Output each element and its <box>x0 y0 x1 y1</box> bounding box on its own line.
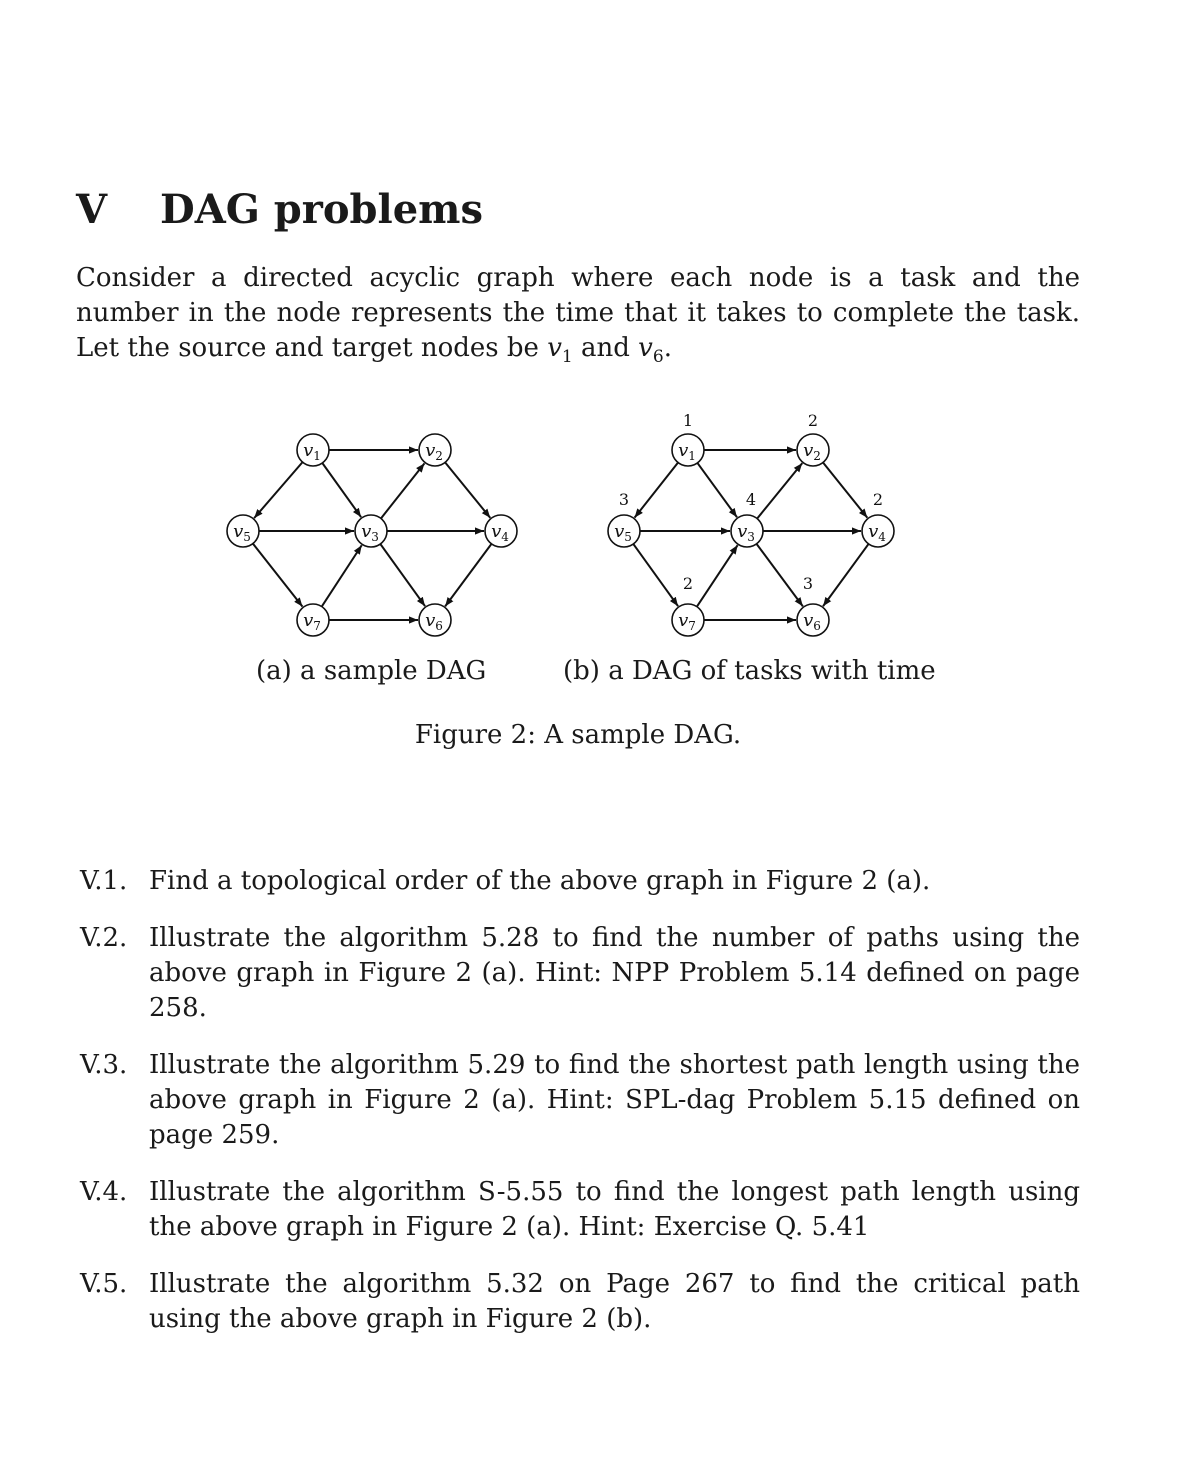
section-heading <box>76 186 483 233</box>
target-var: v <box>638 333 653 363</box>
problem-item <box>80 1175 1080 1245</box>
node-v5 <box>227 515 259 547</box>
dag-figure-b <box>595 400 915 640</box>
problem-list <box>80 864 1080 1359</box>
intro-paragraph <box>76 261 1080 375</box>
node-label: $v_2$ <box>803 440 821 463</box>
section-number: V <box>76 186 108 233</box>
node-label: $v_7$ <box>678 610 696 633</box>
figure-caption: Figure 2: A sample DAG. <box>414 720 742 750</box>
node-label: $v_4$ <box>868 521 886 544</box>
edge-v3-v2 <box>381 463 425 518</box>
problem-label: V.4. <box>80 1177 128 1207</box>
edge-v7-v3 <box>322 545 362 606</box>
problem-text: Illustrate the algorithm 5.28 to find the number of paths using the above graph in Figure 2 (a). Hint: NPP Problem 5.14 defined on page 258. <box>149 923 1080 1023</box>
problem-label: V.3. <box>80 1050 128 1080</box>
edge-v2-v4 <box>823 462 867 517</box>
node-label: $v_5$ <box>233 521 251 544</box>
node-label: $v_1$ <box>303 440 321 463</box>
problem-label: V.5. <box>80 1269 128 1299</box>
edge-v1-v5 <box>635 463 679 518</box>
intro-and: and <box>572 333 639 363</box>
problem-text: Find a topological order of the above graph in Figure 2 (a). <box>149 866 931 896</box>
node-v3 <box>355 515 387 547</box>
edge-v2-v4 <box>445 462 490 517</box>
node-v3 <box>731 515 763 547</box>
dag-figure-a <box>220 410 530 640</box>
edge-v1-v3 <box>697 463 737 517</box>
edge-v1-v5 <box>254 462 302 518</box>
problem-item <box>80 1048 1080 1153</box>
intro-text: Consider a directed acyclic graph where each node is a task and the number in the node represents the time that it takes to complete the task. Let the source and target nodes be <box>76 263 1080 363</box>
node-label: $v_6$ <box>803 610 821 633</box>
source-sub: 1 <box>561 347 573 368</box>
source-var: v <box>547 333 562 363</box>
edge-v4-v6 <box>823 544 869 606</box>
weight-v7: 2 <box>682 574 694 593</box>
node-v2 <box>419 434 451 466</box>
node-v7 <box>672 604 704 636</box>
problem-item <box>80 1267 1080 1337</box>
weight-v2: 2 <box>807 411 819 430</box>
edge-v3-v6 <box>757 544 803 606</box>
weight-v4: 2 <box>872 490 884 509</box>
node-v1 <box>297 434 329 466</box>
problem-label: V.2. <box>80 923 128 953</box>
node-label: $v_3$ <box>737 521 755 544</box>
node-v2 <box>797 434 829 466</box>
node-v6 <box>797 604 829 636</box>
node-label: $v_7$ <box>303 610 321 633</box>
edge-v4-v6 <box>445 544 491 606</box>
target-sub: 6 <box>652 347 664 368</box>
problem-label: V.1. <box>80 866 128 896</box>
node-v4 <box>485 515 517 547</box>
node-label: $v_6$ <box>425 610 443 633</box>
problem-text: Illustrate the algorithm S-5.55 to find the longest path length using the above graph in Figure 2 (a). Hint: Exercise Q. 5.41 <box>149 1177 1080 1242</box>
section-title: DAG problems <box>160 186 483 233</box>
node-label: $v_5$ <box>614 521 632 544</box>
weight-v6: 3 <box>802 574 814 593</box>
edge-v5-v7 <box>633 544 678 606</box>
problem-item <box>80 921 1080 1026</box>
edge-v3-v6 <box>380 544 425 606</box>
edge-v7-v3 <box>697 545 738 606</box>
edge-v1-v3 <box>322 463 361 517</box>
node-label: $v_4$ <box>491 521 509 544</box>
node-v1 <box>672 434 704 466</box>
node-label: $v_1$ <box>678 440 696 463</box>
problem-text: Illustrate the algorithm 5.29 to find the shortest path length using the above graph in Figure 2 (a). Hint: SPL-dag Problem 5.15 defined on page 259. <box>149 1050 1080 1150</box>
edge-v3-v2 <box>757 463 802 518</box>
node-label: $v_2$ <box>425 440 443 463</box>
node-v6 <box>419 604 451 636</box>
node-v4 <box>862 515 894 547</box>
weight-v1: 1 <box>682 411 694 430</box>
intro-end: . <box>663 333 672 363</box>
problem-item <box>80 864 1080 899</box>
problem-text: Illustrate the algorithm 5.32 on Page 267 to find the critical path using the above graph in Figure 2 (b). <box>149 1269 1080 1334</box>
node-v5 <box>608 515 640 547</box>
edge-v5-v7 <box>253 544 303 607</box>
weight-v5: 3 <box>618 490 630 509</box>
subcaption-a: (a) a sample DAG <box>256 656 487 686</box>
node-label: $v_3$ <box>361 521 379 544</box>
weight-v3: 4 <box>745 490 757 509</box>
subcaption-b: (b) a DAG of tasks with time <box>563 656 936 686</box>
node-v7 <box>297 604 329 636</box>
